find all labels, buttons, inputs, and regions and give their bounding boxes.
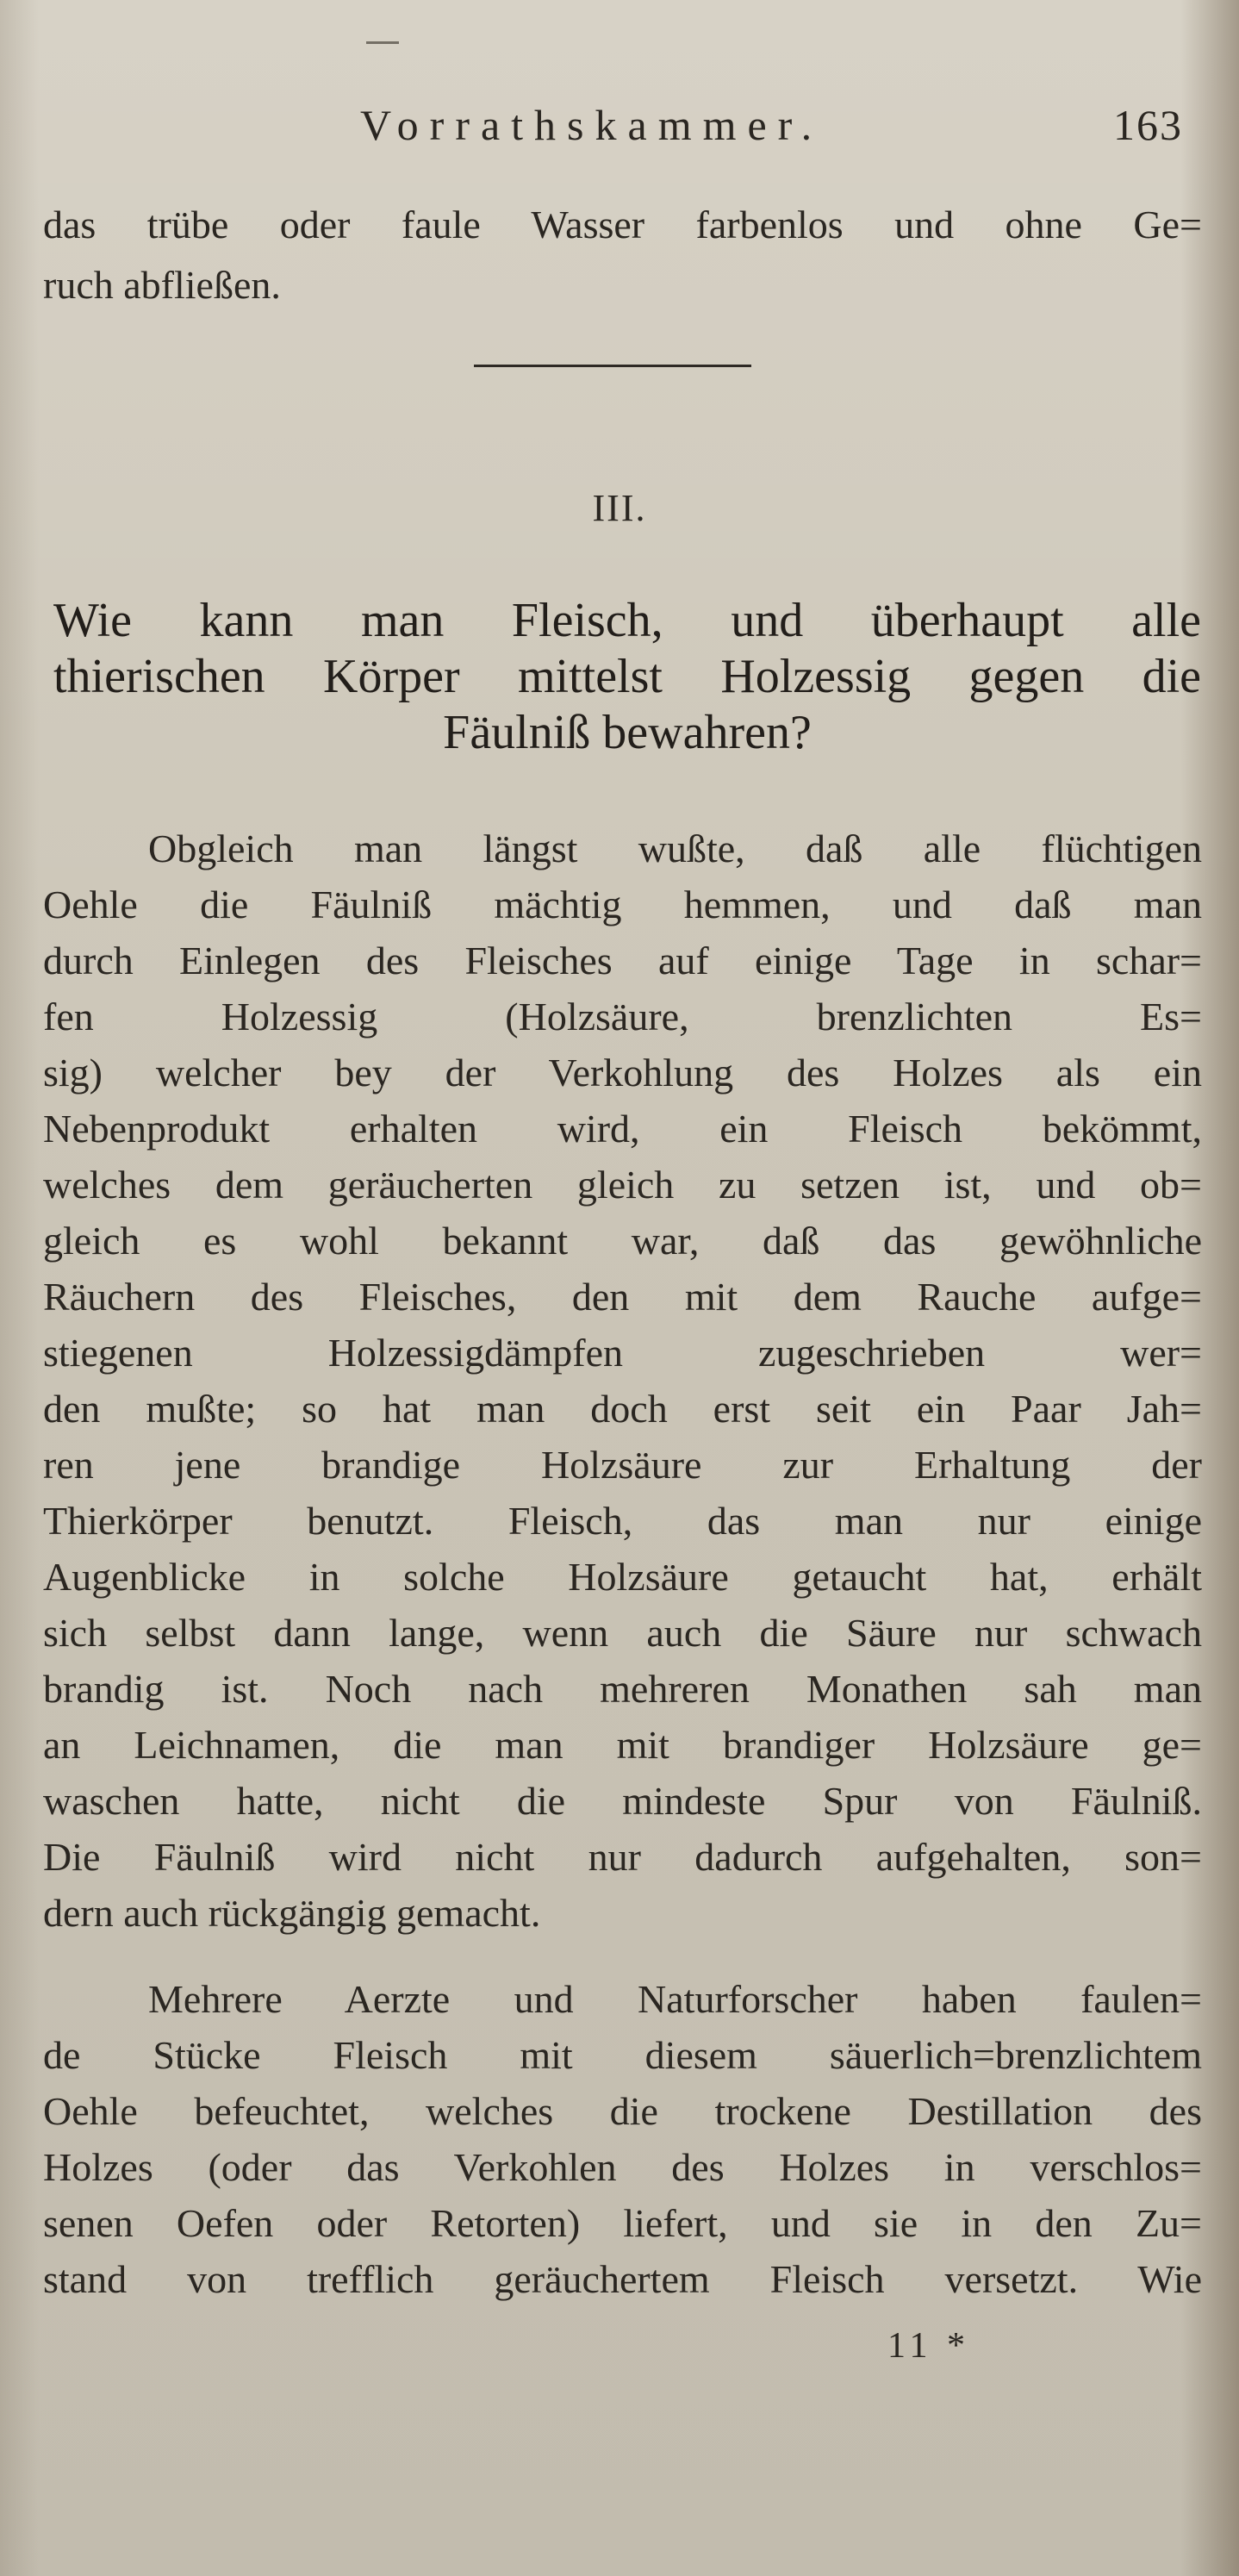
text-line: Oehle befeuchtet, welches die trockene Destillation des [43, 2089, 1202, 2133]
text-line: welches dem geräucherten gleich zu setzen ist, und ob= [43, 1163, 1202, 1207]
text-line: sich selbst dann lange, wenn auch die Säure nur schwach [43, 1611, 1202, 1655]
title-line: Fäulniß bewahren? [443, 706, 812, 759]
text-line: stiegenen Holzessigdämpfen zugeschrieben wer= [43, 1331, 1202, 1375]
text-line: das trübe oder faule Wasser farbenlos und ohne Ge= [43, 203, 1202, 246]
text-line: fen Holzessig (Holzsäure, brenzlichten Es= [43, 995, 1202, 1039]
text-line: Oehle die Fäulniß mächtig hemmen, und daß man [43, 883, 1202, 926]
paragraph [43, 820, 1202, 1941]
running-head: Vorrathskammer. [360, 101, 824, 149]
text-line: Mehrere Aerzte und Naturforscher haben faulen= [148, 1977, 1202, 2021]
section-divider [474, 365, 751, 367]
continuation-text [43, 195, 1202, 315]
text-line: ren jene brandige Holzsäure zur Erhaltung der [43, 1443, 1202, 1487]
text-line: de Stücke Fleisch mit diesem säuerlich=brenzlichtem [43, 2033, 1202, 2077]
text-line: Thierkörper benutzt. Fleisch, das man nur einige [43, 1499, 1202, 1543]
text-line: waschen hatte, nicht die mindeste Spur von Fäulniß. [43, 1779, 1202, 1823]
paragraph [43, 1971, 1202, 2307]
text-line: an Leichnamen, die man mit brandiger Holzsäure ge= [43, 1723, 1202, 1767]
text-line: Augenblicke in solche Holzsäure getaucht hat, erhält [43, 1555, 1202, 1599]
title-line: Wie kann man Fleisch, und überhaupt alle [53, 594, 1201, 647]
text-line: brandig ist. Noch nach mehreren Monathen sah man [43, 1667, 1202, 1711]
text-line: Räuchern des Fleisches, den mit dem Rauche aufge= [43, 1275, 1202, 1319]
text-line: gleich es wohl bekannt war, daß das gewöhnliche [43, 1219, 1202, 1263]
section-number: III. [592, 487, 647, 529]
text-line: durch Einlegen des Fleisches auf einige Tage in schar= [43, 939, 1202, 982]
text-line: Nebenprodukt erhalten wird, ein Fleisch bekömmt, [43, 1107, 1202, 1151]
text-line: ruch abfließen. [43, 263, 281, 307]
text-line: den mußte; so hat man doch erst seit ein Paar Jah= [43, 1387, 1202, 1431]
text-line: senen Oefen oder Retorten) liefert, und sie in den Zu= [43, 2201, 1202, 2245]
signature-mark: 11 * [887, 2326, 970, 2366]
text-line: Obgleich man längst wußte, daß alle flüchtigen [148, 826, 1202, 870]
text-line: dern auch rückgängig gemacht. [43, 1891, 541, 1935]
text-line: stand von trefflich geräuchertem Fleisch versetzt. Wie [43, 2257, 1202, 2301]
text-line: sig) welcher bey der Verkohlung des Holzes als ein [43, 1051, 1202, 1095]
page-number: 163 [1113, 101, 1183, 149]
text-line: Die Fäulniß wird nicht nur dadurch aufgehalten, son= [43, 1835, 1202, 1879]
top-print-mark [366, 41, 399, 44]
section-title [53, 593, 1201, 761]
text-line: Holzes (oder das Verkohlen des Holzes in verschlos= [43, 2145, 1202, 2189]
title-line: thierischen Körper mittelst Holzessig gegen die [53, 650, 1201, 703]
